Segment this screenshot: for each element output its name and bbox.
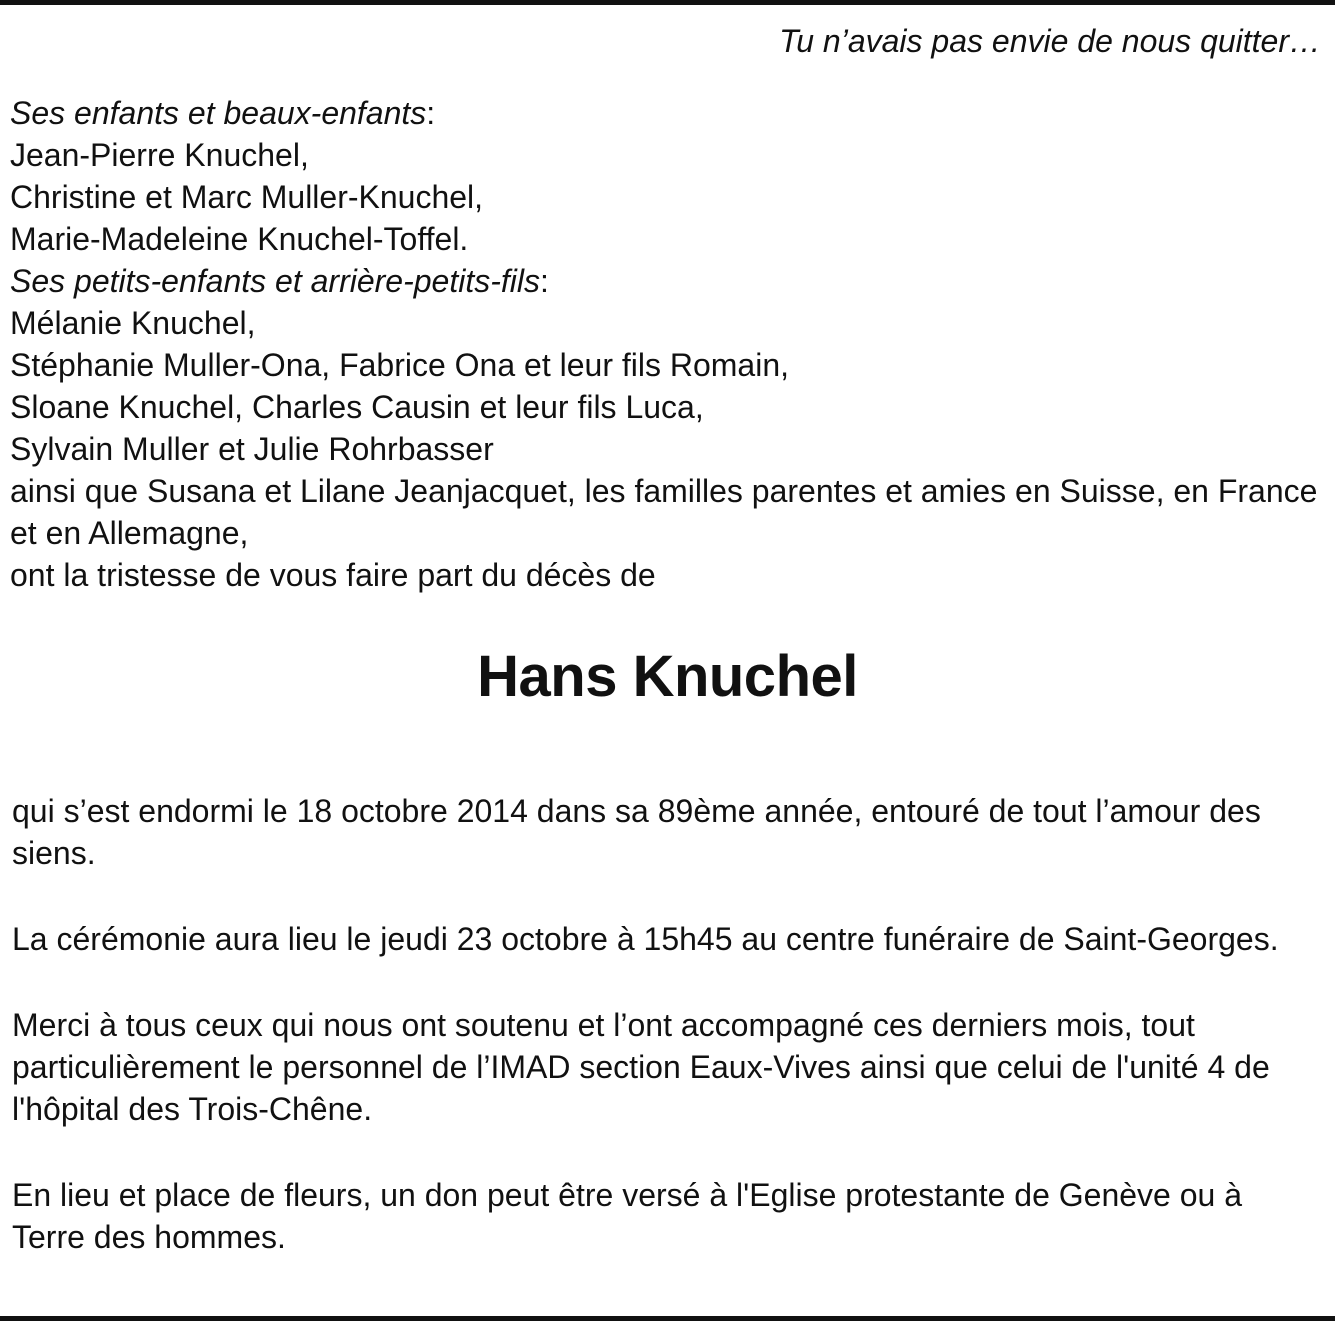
notice-body [12, 790, 1322, 1302]
grandchildren-heading-line: Ses petits-enfants et arrière-petits-fils: [10, 263, 549, 299]
announcement: ont la tristesse de vous faire part du décès de [10, 557, 656, 593]
family-member: Sylvain Muller et Julie Rohrbasser [10, 431, 494, 467]
epigraph: Tu n’avais pas envie de nous quitter… [779, 23, 1321, 59]
family-member: Marie-Madeleine Knuchel-Toffel. [10, 221, 469, 257]
ceremony-paragraph: La cérémonie aura lieu le jeudi 23 octobre à 15h45 au centre funéraire de Saint-Georges. [12, 921, 1279, 957]
other-relatives: ainsi que Susana et Lilane Jeanjacquet, les familles parentes et amies en Suisse, en France et en Allemagne, [10, 473, 1318, 551]
family-list [10, 92, 1320, 596]
deceased-name: Hans Knuchel [477, 644, 858, 709]
thanks-paragraph: Merci à tous ceux qui nous ont soutenu et l’ont accompagné ces derniers mois, tout particulièrement le personnel de l’IMAD section Eaux-Vives ainsi que celui de l'unité 4 de l'hôpital des Trois-Chêne. [12, 1007, 1270, 1127]
children-heading: Ses enfants et beaux-enfants [10, 95, 427, 131]
top-rule [0, 0, 1335, 5]
children-heading-line: Ses enfants et beaux-enfants: [10, 95, 436, 131]
family-member: Jean-Pierre Knuchel, [10, 137, 309, 173]
bottom-rule [0, 1316, 1335, 1321]
grandchildren-heading: Ses petits-enfants et arrière-petits-fils [10, 263, 540, 299]
donation-paragraph: En lieu et place de fleurs, un don peut être versé à l'Eglise protestante de Genève ou à Terre des hommes. [12, 1177, 1243, 1255]
family-member: Christine et Marc Muller-Knuchel, [10, 179, 484, 215]
death-paragraph: qui s’est endormi le 18 octobre 2014 dans sa 89ème année, entouré de tout l’amour des siens. [12, 793, 1261, 871]
family-member: Mélanie Knuchel, [10, 305, 256, 341]
family-member: Stéphanie Muller-Ona, Fabrice Ona et leur fils Romain, [10, 347, 790, 383]
family-member: Sloane Knuchel, Charles Causin et leur fils Luca, [10, 389, 704, 425]
